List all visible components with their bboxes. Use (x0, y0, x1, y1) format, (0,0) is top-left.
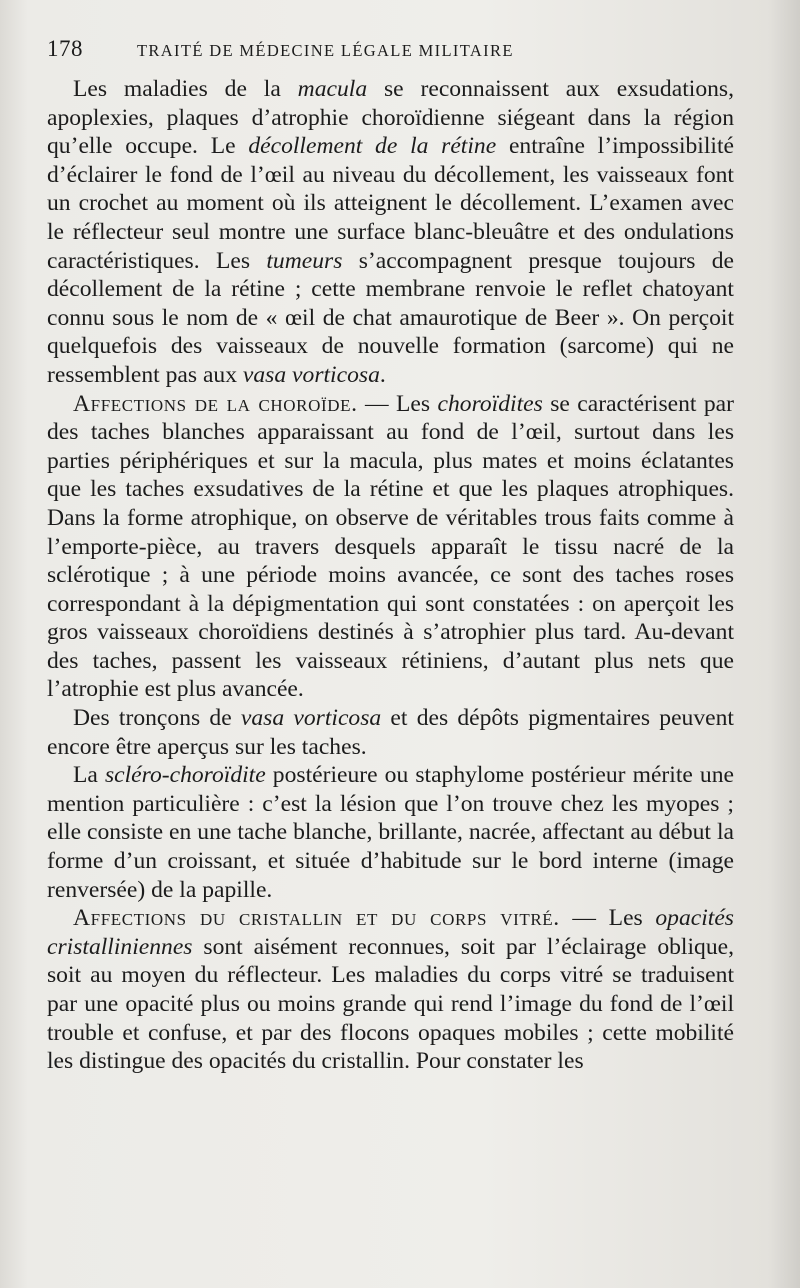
text-run: et des dépôts pigmentaires peuvent encore être aperçus sur les taches. (47, 705, 734, 760)
text-run: postérieure ou staphylome postérieur mérite une mention particulière : c’est la lésion que l’on trouve chez les myopes ; elle consiste en une tache blanche, brillante, nacrée, affectant au début la forme d’un croissant, et située d’habitude sur le bord interne (image renversée) de la papille. (47, 762, 734, 903)
text-run: s’accompagnent presque toujours de décollement de la rétine ; cette membrane renvoie le reflet chatoyant connu sous le nom de « œil de chat amaurotique de Beer ». On perçoit quelquefois des vaisseaux de nouvelle formation (sarcome) qui ne ressemblent pas aux (47, 247, 734, 388)
italic-term: décollement de la rétine (248, 133, 497, 160)
section-heading: Affections du cristallin et du corps vitré. (73, 905, 560, 932)
italic-term: macula (297, 76, 368, 102)
text-run: La (73, 762, 105, 789)
running-title: TRAITÉ DE MÉDECINE LÉGALE MILITAIRE (137, 41, 514, 60)
italic-term: opacités cristalliniennes (47, 905, 734, 960)
paragraph (47, 390, 734, 705)
text-run: — Les (559, 905, 656, 932)
section-heading: Affections de la choroïde. (73, 390, 358, 417)
text-run: Des tronçons de (73, 705, 241, 732)
text-run: entraîne l’impossibilité d’éclairer le fond de l’œil au niveau du décollement, les vaisseaux font un crochet au moment où ils atteignent le décollement. L’examen avec le réflecteur seul montre une surface blanc-bleuâtre et des ondulations caractéristiques. Les (47, 133, 734, 274)
paragraph (47, 75, 734, 390)
italic-term: tumeurs (266, 247, 343, 274)
page-number: 178 (47, 36, 83, 61)
paragraph (47, 761, 734, 904)
italic-term: vasa vorticosa (242, 361, 380, 388)
running-head (47, 36, 734, 66)
paragraph (47, 704, 734, 761)
text-run: Les maladies de la (73, 76, 298, 102)
italic-term: scléro-choroïdite (104, 762, 266, 789)
body-text (47, 75, 734, 1076)
text-run: sont aisément reconnues, soit par l’éclairage oblique, soit au moyen du réflecteur. Les maladies du corps vitré se traduisent par une opacité plus ou moins grande qui rend l’image du fond de l’œil trouble et confuse, et par des flocons opaques mobiles ; cette mobilité les distingue des opacités du cristallin. Pour constater les (47, 933, 734, 1075)
paragraph (47, 904, 734, 1076)
italic-term: vasa vorticosa (240, 705, 382, 732)
italic-term: choroïdites (437, 390, 543, 417)
text-run: se caractérisent par des taches blanches apparaissant au fond de l’œil, surtout dans les parties périphériques et sur la macula, plus mates et moins éclatantes que les taches exsudatives de la rétine et que les plaques atrophiques. Dans la forme atrophique, on observe de véritables trous faits comme à l’emporte-pièce, au travers desquels apparaît le tissu nacré de la sclérotique ; à une période moins avancée, ce sont des taches roses correspondant à la dépigmentation qui sont constatées : on aperçoit les gros vaisseaux choroïdiens destinés à s’atrophier plus tard. Au-devant des taches, passent les vaisseaux rétiniens, d’autant plus nets que l’atrophie est plus avancée. (47, 390, 734, 703)
text-run: — Les (357, 390, 438, 417)
text-run: . (379, 361, 386, 388)
text-run: se reconnaissent aux exsudations, apoplexies, plaques d’atrophie choroïdienne siégeant dans la région qu’elle occupe. Le (47, 76, 734, 160)
